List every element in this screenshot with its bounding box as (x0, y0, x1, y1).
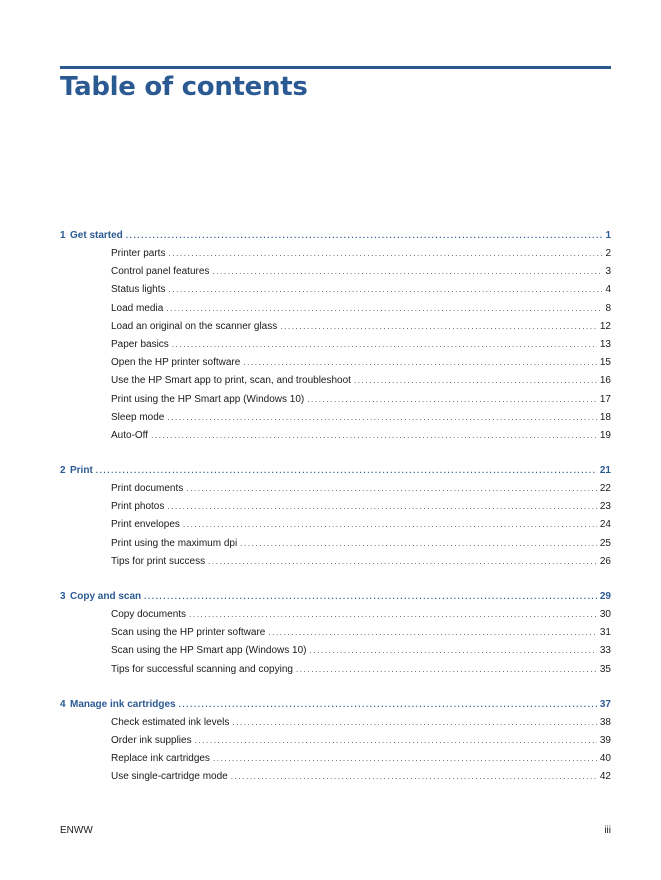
chapter-heading-link[interactable] (60, 695, 611, 714)
entry-page: 8 (605, 302, 611, 314)
dot-leader (280, 318, 597, 336)
dot-leader (232, 714, 596, 732)
entry-title: Use the HP Smart app to print, scan, and troubleshoot (111, 375, 351, 387)
toc-entry-link[interactable] (60, 642, 611, 660)
dot-leader (167, 409, 597, 427)
chapter-section (60, 695, 611, 787)
dot-leader (186, 480, 597, 498)
entry-page: 23 (599, 501, 611, 513)
dot-leader (208, 553, 597, 571)
chapter-section (60, 226, 611, 445)
chapter-page: 37 (599, 698, 611, 710)
chapter-page: 1 (605, 230, 611, 241)
dot-leader (126, 226, 603, 245)
toc-entry-link[interactable] (60, 516, 611, 534)
dot-leader (213, 750, 597, 768)
toc-entry-link[interactable] (60, 263, 611, 281)
toc-entry-link[interactable] (60, 318, 611, 336)
dot-leader (309, 642, 596, 660)
toc-entry-link[interactable] (60, 300, 611, 318)
dot-leader (354, 372, 597, 390)
chapter-label (60, 461, 93, 480)
dot-leader (195, 732, 597, 750)
entry-page: 13 (599, 338, 611, 350)
chapter-title: Manage ink cartridges (70, 698, 176, 710)
dot-leader (96, 461, 597, 480)
chapter-page: 21 (599, 465, 611, 477)
chapter-number: 1 (60, 230, 66, 241)
toc-entry-link[interactable] (60, 498, 611, 516)
entry-title: Order ink supplies (111, 734, 192, 746)
entry-title: Tips for successful scanning and copying (111, 663, 293, 675)
entry-page: 26 (599, 555, 611, 567)
footer-left: ENWW (60, 825, 93, 836)
entry-title: Auto-Off (111, 429, 149, 441)
entry-page: 3 (605, 266, 611, 278)
entry-title: Copy documents (111, 609, 187, 620)
entry-title: Printer parts (111, 248, 166, 259)
chapter-number: 3 (60, 591, 66, 602)
entry-title: Print documents (111, 483, 184, 495)
entry-page: 38 (599, 716, 611, 728)
entry-page: 17 (599, 393, 611, 405)
toc-entry-link[interactable] (60, 714, 611, 732)
dot-leader (179, 695, 597, 714)
chapter-title: Copy and scan (70, 591, 142, 602)
entry-page: 42 (599, 771, 611, 783)
chapter-label (60, 695, 176, 714)
chapter-heading-link[interactable] (60, 587, 611, 606)
toc-entry-link[interactable] (60, 245, 611, 263)
dot-leader (168, 281, 602, 299)
entry-title: Load media (111, 302, 164, 314)
dot-leader (167, 498, 597, 516)
toc-entry-link[interactable] (60, 372, 611, 390)
dot-leader (307, 391, 597, 409)
entry-page: 18 (599, 411, 611, 423)
toc-entry-link[interactable] (60, 480, 611, 498)
dot-leader (151, 427, 597, 445)
dot-leader (212, 263, 602, 281)
entry-title: Tips for print success (111, 555, 206, 567)
toc-entry-link[interactable] (60, 732, 611, 750)
toc-entry-link[interactable] (60, 409, 611, 427)
entry-page: 33 (599, 645, 611, 657)
entry-title: Use single-cartridge mode (111, 771, 228, 783)
dot-leader (296, 661, 597, 679)
page-title: Table of contents (60, 72, 308, 102)
toc-entry-link[interactable] (60, 624, 611, 642)
toc-entry-link[interactable] (60, 391, 611, 409)
chapter-heading-link[interactable] (60, 226, 611, 245)
chapter-label (60, 226, 123, 245)
dot-leader (183, 516, 597, 534)
entry-page: 39 (599, 734, 611, 746)
entry-page: 25 (599, 537, 611, 549)
header-rule (60, 66, 611, 69)
entry-page: 4 (605, 284, 611, 296)
chapter-number: 2 (60, 465, 66, 477)
toc-entry-link[interactable] (60, 427, 611, 445)
chapter-label (60, 587, 141, 606)
toc-entry-link[interactable] (60, 553, 611, 571)
entry-title: Print photos (111, 501, 165, 513)
chapter-title: Get started (70, 230, 123, 241)
dot-leader (268, 624, 597, 642)
entry-title: Load an original on the scanner glass (111, 320, 278, 332)
entry-page: 35 (599, 663, 611, 675)
table-of-contents (60, 226, 611, 803)
toc-entry-link[interactable] (60, 336, 611, 354)
dot-leader (172, 336, 597, 354)
dot-leader (166, 300, 602, 318)
entry-page: 12 (599, 320, 611, 332)
entry-page: 31 (599, 627, 611, 639)
entry-page: 16 (599, 375, 611, 387)
entry-title: Scan using the HP printer software (111, 627, 266, 639)
chapter-section (60, 587, 611, 679)
entry-page: 22 (599, 483, 611, 495)
toc-entry-link[interactable] (60, 281, 611, 299)
chapter-section (60, 461, 611, 571)
entry-title: Scan using the HP Smart app (Windows 10) (111, 645, 307, 657)
entry-title: Print using the maximum dpi (111, 537, 238, 549)
entry-title: Paper basics (111, 338, 169, 350)
entry-page: 24 (599, 519, 611, 531)
toc-entry-link[interactable] (60, 661, 611, 679)
dot-leader (243, 354, 597, 372)
entry-title: Replace ink cartridges (111, 753, 210, 765)
toc-entry-link[interactable] (60, 354, 611, 372)
entry-title: Control panel features (111, 266, 210, 278)
dot-leader (231, 768, 597, 786)
entry-page: 40 (599, 753, 611, 765)
entry-page: 30 (599, 609, 611, 620)
entry-title: Sleep mode (111, 411, 165, 423)
toc-entry-link[interactable] (60, 606, 611, 624)
toc-entry-link[interactable] (60, 750, 611, 768)
chapter-title: Print (70, 465, 93, 477)
entry-title: Open the HP printer software (111, 357, 241, 369)
entry-page: 2 (605, 248, 611, 259)
chapter-heading-link[interactable] (60, 461, 611, 480)
toc-entry-link[interactable] (60, 535, 611, 553)
chapter-page: 29 (599, 591, 611, 602)
dot-leader (144, 587, 597, 606)
chapter-number: 4 (60, 698, 66, 710)
entry-title: Print envelopes (111, 519, 180, 531)
dot-leader (240, 535, 597, 553)
toc-entry-link[interactable] (60, 768, 611, 786)
dot-leader (168, 245, 602, 263)
entry-page: 15 (599, 357, 611, 369)
entry-title: Status lights (111, 284, 166, 296)
entry-title: Print using the HP Smart app (Windows 10) (111, 393, 305, 405)
entry-title: Check estimated ink levels (111, 716, 230, 728)
dot-leader (189, 606, 597, 624)
entry-page: 19 (599, 429, 611, 441)
footer-page-number: iii (604, 825, 611, 836)
